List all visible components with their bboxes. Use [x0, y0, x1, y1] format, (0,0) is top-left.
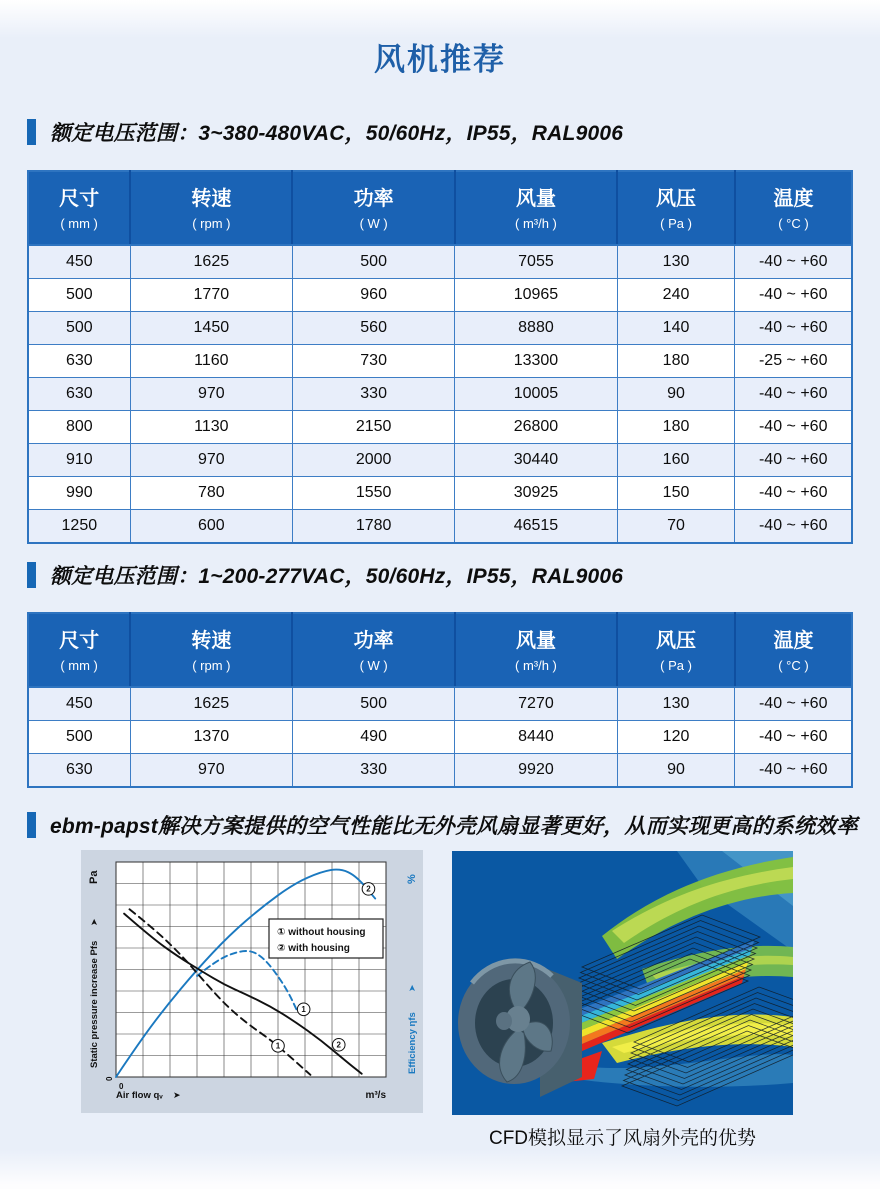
- svg-text:2: 2: [366, 884, 371, 894]
- table-cell: 1160: [130, 345, 292, 378]
- table-cell: -40 ~ +60: [735, 721, 852, 754]
- column-header-power: 功率 ( W ): [292, 613, 454, 687]
- table-cell: 1780: [292, 510, 454, 544]
- section-heading-ebm-papst: [27, 810, 858, 840]
- table-cell: 10965: [455, 279, 617, 312]
- spec-table-200-277vac: [27, 612, 853, 788]
- table-cell: 9920: [455, 754, 617, 788]
- section-marker-bar: [27, 119, 36, 145]
- table-cell: 1625: [130, 245, 292, 279]
- figure-caption: CFD模拟显示了风扇外壳的优势: [488, 1128, 757, 1149]
- table-cell: -40 ~ +60: [735, 477, 852, 510]
- table-row: [28, 444, 852, 477]
- legend-item-without-housing: ① without housing: [277, 927, 366, 938]
- page-title: 风机推荐: [374, 42, 506, 77]
- table-cell: 970: [130, 754, 292, 788]
- table-header-row: [28, 613, 852, 687]
- table-cell: 1625: [130, 687, 292, 721]
- table-row: [28, 510, 852, 544]
- y-right-unit-label: %: [406, 874, 418, 884]
- fan-performance-chart: [81, 850, 423, 1113]
- table-cell: 30925: [455, 477, 617, 510]
- table-cell: 90: [617, 378, 735, 411]
- table-cell: 500: [292, 245, 454, 279]
- table-row: [28, 279, 852, 312]
- y-left-axis-label: Static pressure increase Pfs: [89, 940, 100, 1068]
- x-axis-label: Air flow qᵥ: [116, 1090, 163, 1101]
- column-header-airflow: 风量 ( m³/h ): [455, 613, 617, 687]
- y-right-axis-label: Efficiency ηfs: [407, 1012, 418, 1074]
- table-cell: 30440: [455, 444, 617, 477]
- svg-text:1: 1: [275, 1041, 281, 1051]
- table-cell: -40 ~ +60: [735, 411, 852, 444]
- table-cell: 70: [617, 510, 735, 544]
- table-cell: 10005: [455, 378, 617, 411]
- table-cell: 1370: [130, 721, 292, 754]
- x-axis-arrow-icon: ➤: [173, 1090, 181, 1100]
- table-cell: -40 ~ +60: [735, 754, 852, 788]
- table-cell: 160: [617, 444, 735, 477]
- y-origin-label: 0: [105, 1076, 114, 1081]
- column-header-temperature: 温度 ( °C ): [735, 171, 852, 245]
- section-heading-voltage-200-277: [27, 560, 623, 590]
- table-cell: 130: [617, 687, 735, 721]
- table-cell: 8880: [455, 312, 617, 345]
- table-cell: -40 ~ +60: [735, 510, 852, 544]
- x-axis-unit-label: m³/s: [365, 1090, 386, 1101]
- table-row: [28, 378, 852, 411]
- cfd-simulation-image: [452, 851, 793, 1115]
- column-header-size: 尺寸 ( mm ): [28, 171, 130, 245]
- section-marker-bar: [27, 562, 36, 588]
- table-cell: 330: [292, 754, 454, 788]
- table-cell: 26800: [455, 411, 617, 444]
- table-cell: 2000: [292, 444, 454, 477]
- table-cell: 1770: [130, 279, 292, 312]
- table-cell: 780: [130, 477, 292, 510]
- table-row: [28, 312, 852, 345]
- table-cell: 500: [28, 312, 130, 345]
- x-origin-label: 0: [119, 1082, 124, 1091]
- table-cell: 630: [28, 345, 130, 378]
- table-cell: 1250: [28, 510, 130, 544]
- column-header-speed: 转速 ( rpm ): [130, 613, 292, 687]
- table-row: [28, 754, 852, 788]
- table-row: [28, 345, 852, 378]
- spec-table-380-480vac: [27, 170, 853, 544]
- table-row: [28, 477, 852, 510]
- table-cell: 330: [292, 378, 454, 411]
- section-heading-text: 额定电压范围：1~200-277VAC，50/60Hz，IP55，RAL9006: [50, 565, 624, 588]
- table-cell: 46515: [455, 510, 617, 544]
- column-header-pressure: 风压 ( Pa ): [617, 613, 735, 687]
- table-row: [28, 411, 852, 444]
- table-cell: -40 ~ +60: [735, 245, 852, 279]
- table-row: [28, 721, 852, 754]
- table-cell: 910: [28, 444, 130, 477]
- section-heading-voltage-380-480: [27, 117, 623, 147]
- column-header-pressure: 风压 ( Pa ): [617, 171, 735, 245]
- table-cell: 130: [617, 245, 735, 279]
- y-right-arrow-icon: ➤: [407, 984, 417, 992]
- table-cell: 150: [617, 477, 735, 510]
- column-header-temperature: 温度 ( °C ): [735, 613, 852, 687]
- table-cell: 180: [617, 345, 735, 378]
- table-cell: 960: [292, 279, 454, 312]
- table-cell: 970: [130, 378, 292, 411]
- legend-item-with-housing: ② with housing: [277, 943, 350, 954]
- table-cell: 120: [617, 721, 735, 754]
- column-header-size: 尺寸 ( mm ): [28, 613, 130, 687]
- table-cell: 630: [28, 378, 130, 411]
- y-left-unit-label: Pa: [88, 870, 100, 884]
- chart-legend: [269, 919, 383, 958]
- table-cell: 450: [28, 687, 130, 721]
- table-cell: -40 ~ +60: [735, 687, 852, 721]
- table-cell: -40 ~ +60: [735, 312, 852, 345]
- table-cell: 1450: [130, 312, 292, 345]
- column-header-airflow: 风量 ( m³/h ): [455, 171, 617, 245]
- table-cell: 730: [292, 345, 454, 378]
- table-row: [28, 245, 852, 279]
- column-header-speed: 转速 ( rpm ): [130, 171, 292, 245]
- table-header-row: [28, 171, 852, 245]
- table-cell: 240: [617, 279, 735, 312]
- table-cell: 500: [292, 687, 454, 721]
- table-cell: 7055: [455, 245, 617, 279]
- table-cell: 8440: [455, 721, 617, 754]
- table-cell: 970: [130, 444, 292, 477]
- table-cell: 180: [617, 411, 735, 444]
- table-cell: -40 ~ +60: [735, 378, 852, 411]
- table-cell: 600: [130, 510, 292, 544]
- section-heading-text: 额定电压范围：3~380-480VAC，50/60Hz，IP55，RAL9006: [50, 122, 624, 145]
- table-cell: 13300: [455, 345, 617, 378]
- table-cell: 560: [292, 312, 454, 345]
- table-cell: 140: [617, 312, 735, 345]
- table-row: [28, 687, 852, 721]
- table-cell: 990: [28, 477, 130, 510]
- table-cell: 800: [28, 411, 130, 444]
- table-cell: 500: [28, 721, 130, 754]
- svg-text:1: 1: [301, 1005, 306, 1015]
- table-cell: 450: [28, 245, 130, 279]
- table-cell: 1550: [292, 477, 454, 510]
- svg-text:2: 2: [336, 1040, 341, 1050]
- table-cell: 630: [28, 754, 130, 788]
- table-cell: 1130: [130, 411, 292, 444]
- y-left-arrow-icon: ➤: [89, 918, 99, 926]
- table-cell: -40 ~ +60: [735, 444, 852, 477]
- table-cell: 90: [617, 754, 735, 788]
- table-cell: 2150: [292, 411, 454, 444]
- column-header-power: 功率 ( W ): [292, 171, 454, 245]
- table-cell: 490: [292, 721, 454, 754]
- table-cell: 7270: [455, 687, 617, 721]
- table-cell: 500: [28, 279, 130, 312]
- table-cell: -40 ~ +60: [735, 279, 852, 312]
- section-marker-bar: [27, 812, 36, 838]
- section-heading-text: ebm-papst解决方案提供的空气性能比无外壳风扇显著更好，从而实现更高的系统效率: [50, 815, 858, 838]
- table-cell: -25 ~ +60: [735, 345, 852, 378]
